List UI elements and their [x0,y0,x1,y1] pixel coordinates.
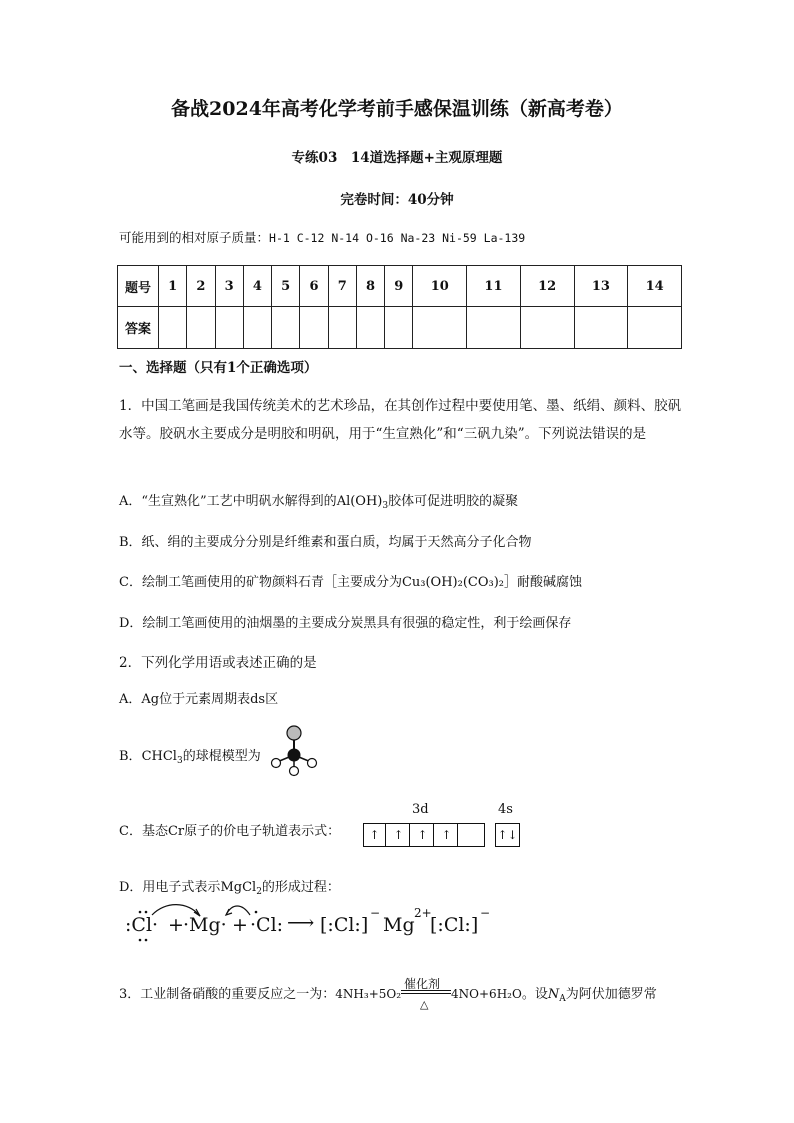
q2d-text-end: 的形成过程： [261,880,340,895]
orbital-4s-label: 4s [498,802,513,817]
ball-and-stick-model-icon [268,722,320,778]
time-limit: 完卷时间：40分钟 [340,192,454,208]
page-title: 备战2024年高考化学考前手感保温训练（新高考卷） [171,98,623,120]
q3-text-mid: 。设 [521,987,548,1002]
q2d-text: D．用电子式表示 [119,880,221,895]
electron-transfer-arrows [130,903,260,943]
question-2-option-a: A．Ag位于元素周期表ds区 [119,692,279,707]
answer-cell[interactable] [628,307,682,349]
q2b-label: B． [119,749,142,764]
question-3-stem [119,977,657,1011]
section-heading: 一、选择题（只有1个正确选项） [119,360,318,376]
eq-product-cl-1: [:Cl:] [320,914,369,936]
eq-charge-minus-1: − [370,906,381,920]
atomic-masses [119,228,525,246]
answer-table-number-row [118,266,682,307]
eq-plus-2: + [232,914,248,936]
answer-cell[interactable] [300,307,328,349]
orbital-3d-cell: ↑ [388,824,410,846]
answer-table-answer-head: 答案 [118,307,159,349]
q1a-formula: Al(OH) [336,494,383,509]
atomic-masses-label: 可能用到的相对原子质量： [119,230,270,245]
answer-table-number: 10 [413,266,467,307]
eq-cl-left: :Cl· [125,914,159,936]
answer-cell[interactable] [356,307,384,349]
question-2-stem: 2．下列化学用语或表述正确的是 [119,655,317,671]
answer-cell[interactable] [467,307,521,349]
q2b-text: 的球棍模型为 [182,749,261,764]
answer-cell[interactable] [272,307,300,349]
question-2-option-b [119,745,261,766]
q3-na-sub: A [559,994,566,1004]
q3-text-end: 为阿伏加德罗常 [565,987,657,1002]
q3-equals-sign [401,990,451,994]
answer-table-number: 4 [243,266,271,307]
answer-table-number: 9 [385,266,413,307]
orbital-3d-cell: ↑ [364,824,386,846]
orbital-3d-cell: ↑ [436,824,458,846]
question-1-stem: 1．中国工笔画是我国传统美术的艺术珍品，在其创作过程中要使用笔、墨、纸绢、颜料、胶矾水等。胶矾水主要成分是明胶和明矾，用于“生宣熟化”和“三矾九染”。下列说法错误的是 [119,398,682,442]
q3-heat: △ [420,998,429,1011]
answer-cell[interactable] [243,307,271,349]
answer-cell[interactable] [328,307,356,349]
eq-mg: ·Mg· [183,914,227,936]
answer-cell[interactable] [413,307,467,349]
page-subtitle: 专练03 14道选择题+主观原理题 [291,150,503,166]
answer-table-number: 8 [356,266,384,307]
orbital-3d-cell: ↑ [412,824,434,846]
question-1-option-a [119,490,518,511]
q3-reactants: 4NH₃+5O₂ [335,987,402,1001]
answer-table-number: 3 [215,266,243,307]
q1a-text-end: 胶体可促进明胶的凝聚 [388,494,519,509]
answer-table [117,265,682,349]
eq-plus-1: + [168,914,184,936]
eq-product-cl-2: [:Cl:] [430,914,479,936]
q1a-formula-sub: 3 [382,501,389,511]
eq-arrow: ⟶ [287,912,315,934]
q3-products: 4NO+6H₂O [451,987,522,1001]
q2d-formula: MgCl [220,880,257,895]
answer-cell[interactable] [520,307,574,349]
orbital-3d-cell [460,824,481,846]
answer-table-number: 2 [187,266,215,307]
q2b-formula: CHCl [141,749,177,764]
atomic-masses-values: H-1 C-12 N-14 O-16 Na-23 Ni-59 La-139 [269,231,526,245]
answer-table-number: 12 [520,266,574,307]
eq-charge-minus-2: − [480,906,491,920]
question-1-option-c [119,571,582,590]
answer-table-number: 1 [159,266,187,307]
question-1-option-b: B．纸、绢的主要成分分别是纤维素和蛋白质，均属于天然高分子化合物 [119,535,532,550]
q2b-formula-sub: 3 [176,756,183,766]
answer-table-number: 14 [628,266,682,307]
q3-condition [401,977,451,1011]
eq-cl-right: ·Cl: [250,914,284,936]
answer-table-number-head: 题号 [118,266,159,307]
orbital-4s-box [495,823,520,847]
q3-catalyst: 催化剂 [404,977,441,991]
answer-cell[interactable] [215,307,243,349]
eq-product-mg: Mg [383,914,415,936]
answer-cell[interactable] [385,307,413,349]
eq-charge-2plus: 2+ [414,906,432,920]
q2d-formula-sub: 2 [256,887,262,897]
answer-table-number: 6 [300,266,328,307]
orbital-3d-label: 3d [412,802,429,817]
answer-table-answer-row [118,307,682,349]
q1c-text-end: ］耐酸碱腐蚀 [504,575,583,590]
orbital-4s-cell: ↑↓ [497,828,518,842]
answer-cell[interactable] [187,307,215,349]
q1a-text: A．“生宣熟化”工艺中明矾水解得到的 [119,494,337,509]
answer-table-number: 13 [574,266,628,307]
q1c-text: C．绘制工笔画使用的矿物颜料石青［主要成分为 [119,575,402,590]
question-2-option-d [119,876,340,897]
answer-cell[interactable] [159,307,187,349]
question-2-option-c: C．基态Cr原子的价电子轨道表示式： [119,824,341,839]
q3-text: 3．工业制备硝酸的重要反应之一为： [119,987,336,1002]
answer-cell[interactable] [574,307,628,349]
answer-table-number: 11 [467,266,521,307]
question-1-option-d: D．绘制工笔画使用的油烟墨的主要成分炭黑具有很强的稳定性，利于绘画保存 [119,616,572,631]
orbital-3d-box [363,823,485,847]
answer-table-number: 7 [328,266,356,307]
q1c-formula: Cu₃(OH)₂(CO₃)₂ [401,575,505,590]
q3-na: N [547,987,560,1002]
answer-table-number: 5 [272,266,300,307]
